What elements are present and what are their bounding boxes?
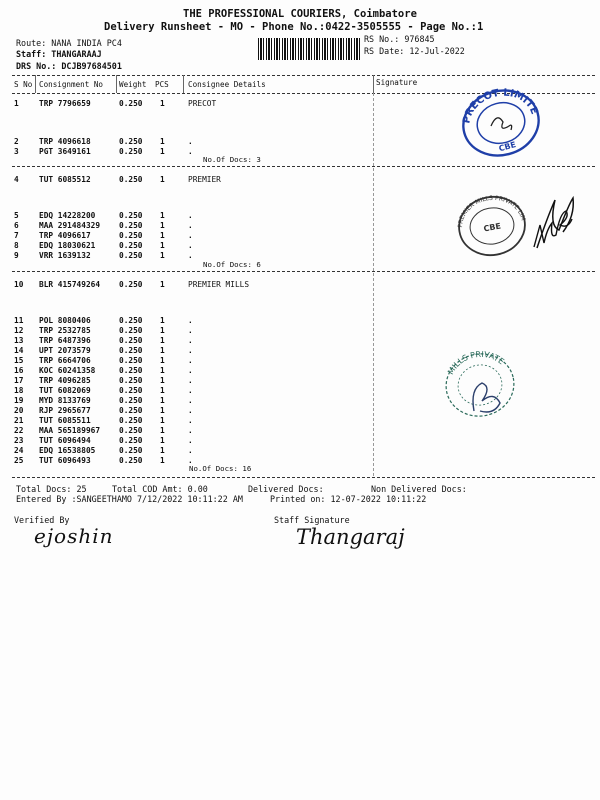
sno: 1 xyxy=(14,99,19,108)
mark: . xyxy=(188,406,193,415)
staff-signature: Thangaraj xyxy=(296,525,405,549)
sno: 22 xyxy=(14,426,24,435)
mills-stamp xyxy=(440,345,530,423)
pcs: 1 xyxy=(160,231,165,240)
consignment-no: EDQ 16538805 xyxy=(39,446,96,455)
col-header-consignee: Consignee Details xyxy=(188,80,266,89)
mark: . xyxy=(188,251,193,260)
precot-stamp xyxy=(457,88,545,158)
pcs: 1 xyxy=(160,406,165,415)
weight: 0.250 xyxy=(119,346,143,355)
printed-on: Printed on: 12-07-2022 10:11:22 xyxy=(270,494,427,504)
consignment-no: RJP 2965677 xyxy=(39,406,91,415)
pcs: 1 xyxy=(160,376,165,385)
group-rule xyxy=(12,271,595,272)
weight: 0.250 xyxy=(119,446,143,455)
pcs: 1 xyxy=(160,416,165,425)
col-header-pcs: PCS xyxy=(155,80,169,89)
pcs: 1 xyxy=(160,147,165,156)
pcs: 1 xyxy=(160,426,165,435)
pcs: 1 xyxy=(160,356,165,365)
consignment-no: TUT 6096494 xyxy=(39,436,91,445)
pcs: 1 xyxy=(160,316,165,325)
pcs: 1 xyxy=(160,346,165,355)
sno: 8 xyxy=(14,241,19,250)
sno: 12 xyxy=(14,326,24,335)
table-bottom-rule xyxy=(12,477,595,478)
mark: . xyxy=(188,326,193,335)
pcs: 1 xyxy=(160,211,165,220)
weight: 0.250 xyxy=(119,366,143,375)
entered-by: Entered By :SANGEETHAMO 7/12/2022 10:11:22 AM xyxy=(16,494,243,504)
consignment-no: BLR 415749264 xyxy=(39,280,101,289)
sno: 25 xyxy=(14,456,24,465)
consignment-no: TUT 6096493 xyxy=(39,456,91,465)
weight: 0.250 xyxy=(119,241,143,250)
weight: 0.250 xyxy=(119,336,143,345)
consignment-no: TUT 6085511 xyxy=(39,416,91,425)
delivered-docs: Delivered Docs: xyxy=(248,484,324,494)
pcs: 1 xyxy=(160,446,165,455)
weight: 0.250 xyxy=(119,251,143,260)
consignee-signature xyxy=(531,192,577,254)
pcs: 1 xyxy=(160,386,165,395)
col-divider xyxy=(116,75,117,93)
total-docs: Total Docs: 25 xyxy=(16,484,87,494)
pcs: 1 xyxy=(160,326,165,335)
rs-number: RS No.: 976845 xyxy=(364,34,435,44)
sno: 19 xyxy=(14,396,24,405)
consignment-no: TRP 6487396 xyxy=(39,336,91,345)
mark: . xyxy=(188,231,193,240)
mark: . xyxy=(188,356,193,365)
pcs: 1 xyxy=(160,175,165,184)
weight: 0.250 xyxy=(119,376,143,385)
col-divider xyxy=(183,75,184,93)
mark: . xyxy=(188,376,193,385)
consignment-no: TUT 6082069 xyxy=(39,386,91,395)
mark: . xyxy=(188,147,193,156)
consignee-name: PREMIER xyxy=(188,175,221,184)
pcs: 1 xyxy=(160,99,165,108)
mark: . xyxy=(188,346,193,355)
mark: . xyxy=(188,366,193,375)
mark: . xyxy=(188,211,193,220)
verified-signature: ejoshin xyxy=(34,524,114,548)
weight: 0.250 xyxy=(119,99,143,108)
svg-text:MILLS PRIVATE xyxy=(443,345,507,378)
pcs: 1 xyxy=(160,251,165,260)
consignment-no: VRR 1639132 xyxy=(39,251,91,260)
sno: 20 xyxy=(14,406,24,415)
staff-signature-label: Staff Signature xyxy=(274,515,350,525)
sno: 16 xyxy=(14,366,24,375)
weight: 0.250 xyxy=(119,426,143,435)
mark: . xyxy=(188,396,193,405)
sno: 18 xyxy=(14,386,24,395)
weight: 0.250 xyxy=(119,386,143,395)
weight: 0.250 xyxy=(119,436,143,445)
consignment-no: TRP 6664706 xyxy=(39,356,91,365)
pcs: 1 xyxy=(160,396,165,405)
weight: 0.250 xyxy=(119,137,143,146)
signature-column-divider xyxy=(373,93,374,476)
mark: . xyxy=(188,336,193,345)
col-header-signature: Signature xyxy=(376,78,418,87)
group-rule xyxy=(12,166,595,167)
barcode xyxy=(258,38,360,60)
sno: 13 xyxy=(14,336,24,345)
consignee-name: PRECOT xyxy=(188,99,217,108)
pcs: 1 xyxy=(160,456,165,465)
weight: 0.250 xyxy=(119,211,143,220)
sno: 6 xyxy=(14,221,19,230)
docs-count: No.Of Docs: 3 xyxy=(203,155,261,164)
docs-count: No.Of Docs: 6 xyxy=(203,260,261,269)
mark: . xyxy=(188,456,193,465)
consignment-no: PGT 3649161 xyxy=(39,147,91,156)
sno: 17 xyxy=(14,376,24,385)
pcs: 1 xyxy=(160,436,165,445)
col-divider xyxy=(373,75,374,93)
route: Route: NANA INDIA PC4 xyxy=(16,38,122,48)
staff: Staff: THANGARAAJ xyxy=(16,49,102,59)
table-top-rule xyxy=(12,75,595,76)
consignment-no: MYD 8133769 xyxy=(39,396,91,405)
sno: 14 xyxy=(14,346,24,355)
docs-count: No.Of Docs: 16 xyxy=(189,464,252,473)
pcs: 1 xyxy=(160,366,165,375)
pcs: 1 xyxy=(160,336,165,345)
consignment-no: EDQ 18030621 xyxy=(39,241,96,250)
col-header-consignment: Consignment No xyxy=(39,80,104,89)
col-divider xyxy=(35,75,36,93)
col-header-weight: Weight xyxy=(119,80,147,89)
consignment-no: EDQ 14228200 xyxy=(39,211,96,220)
company-title: THE PROFESSIONAL COURIERS, Coimbatore xyxy=(183,8,417,20)
mark: . xyxy=(188,446,193,455)
rs-date: RS Date: 12-Jul-2022 xyxy=(364,46,465,56)
consignment-no: KOC 60241358 xyxy=(39,366,96,375)
pcs: 1 xyxy=(160,137,165,146)
svg-text:PRECOT LIMITED xyxy=(457,88,540,136)
weight: 0.250 xyxy=(119,280,143,289)
sno: 9 xyxy=(14,251,19,260)
weight: 0.250 xyxy=(119,416,143,425)
verified-by-label: Verified By xyxy=(14,515,70,525)
total-cod: Total COD Amt: 0.00 xyxy=(112,484,208,494)
sno: 15 xyxy=(14,356,24,365)
mark: . xyxy=(188,426,193,435)
mark: . xyxy=(188,436,193,445)
weight: 0.250 xyxy=(119,175,143,184)
sno: 5 xyxy=(14,211,19,220)
consignment-no: UPT 2073579 xyxy=(39,346,91,355)
mark: . xyxy=(188,316,193,325)
sno: 7 xyxy=(14,231,19,240)
sno: 3 xyxy=(14,147,19,156)
consignment-no: MAA 565189967 xyxy=(39,426,101,435)
weight: 0.250 xyxy=(119,406,143,415)
consignment-no: POL 8080406 xyxy=(39,316,91,325)
consignment-no: TRP 4096617 xyxy=(39,231,91,240)
stamp-text: PRECOT LIMITED xyxy=(461,88,540,125)
weight: 0.250 xyxy=(119,456,143,465)
stamp-sub: CBE xyxy=(482,221,502,234)
consignment-no: TUT 6085512 xyxy=(39,175,91,184)
weight: 0.250 xyxy=(119,221,143,230)
weight: 0.250 xyxy=(119,231,143,240)
mark: . xyxy=(188,221,193,230)
consignment-no: MAA 291484329 xyxy=(39,221,101,230)
mark: . xyxy=(188,137,193,146)
consignment-no: TRP 4096285 xyxy=(39,376,91,385)
sno: 2 xyxy=(14,137,19,146)
mark: . xyxy=(188,386,193,395)
sno: 24 xyxy=(14,446,24,455)
mark: . xyxy=(188,416,193,425)
stamp-text: MILLS PRIVATE xyxy=(446,349,506,377)
sno: 4 xyxy=(14,175,19,184)
weight: 0.250 xyxy=(119,396,143,405)
non-delivered-docs: Non Delivered Docs: xyxy=(371,484,467,494)
runsheet-title: Delivery Runsheet - MO - Phone No.:0422-3505555 - Page No.:1 xyxy=(104,21,484,33)
pcs: 1 xyxy=(160,280,165,289)
weight: 0.250 xyxy=(119,356,143,365)
mark: . xyxy=(188,241,193,250)
consignment-no: TRP 2532785 xyxy=(39,326,91,335)
col-header-sno: S No xyxy=(14,80,33,89)
weight: 0.250 xyxy=(119,326,143,335)
stamp-sub: CBE xyxy=(497,140,517,154)
consignee-name: PREMIER MILLS xyxy=(188,280,250,289)
sno: 11 xyxy=(14,316,24,325)
pcs: 1 xyxy=(160,221,165,230)
weight: 0.250 xyxy=(119,316,143,325)
pcs: 1 xyxy=(160,241,165,250)
sno: 10 xyxy=(14,280,24,289)
drs-number: DRS No.: DCJB97684501 xyxy=(16,61,122,71)
weight: 0.250 xyxy=(119,147,143,156)
sno: 23 xyxy=(14,436,24,445)
consignment-no: TRP 7796659 xyxy=(39,99,91,108)
sno: 21 xyxy=(14,416,24,425)
consignment-no: TRP 4096618 xyxy=(39,137,91,146)
stamp-text: PREMIER MILLS PRIVATE LIMITED xyxy=(457,194,527,228)
